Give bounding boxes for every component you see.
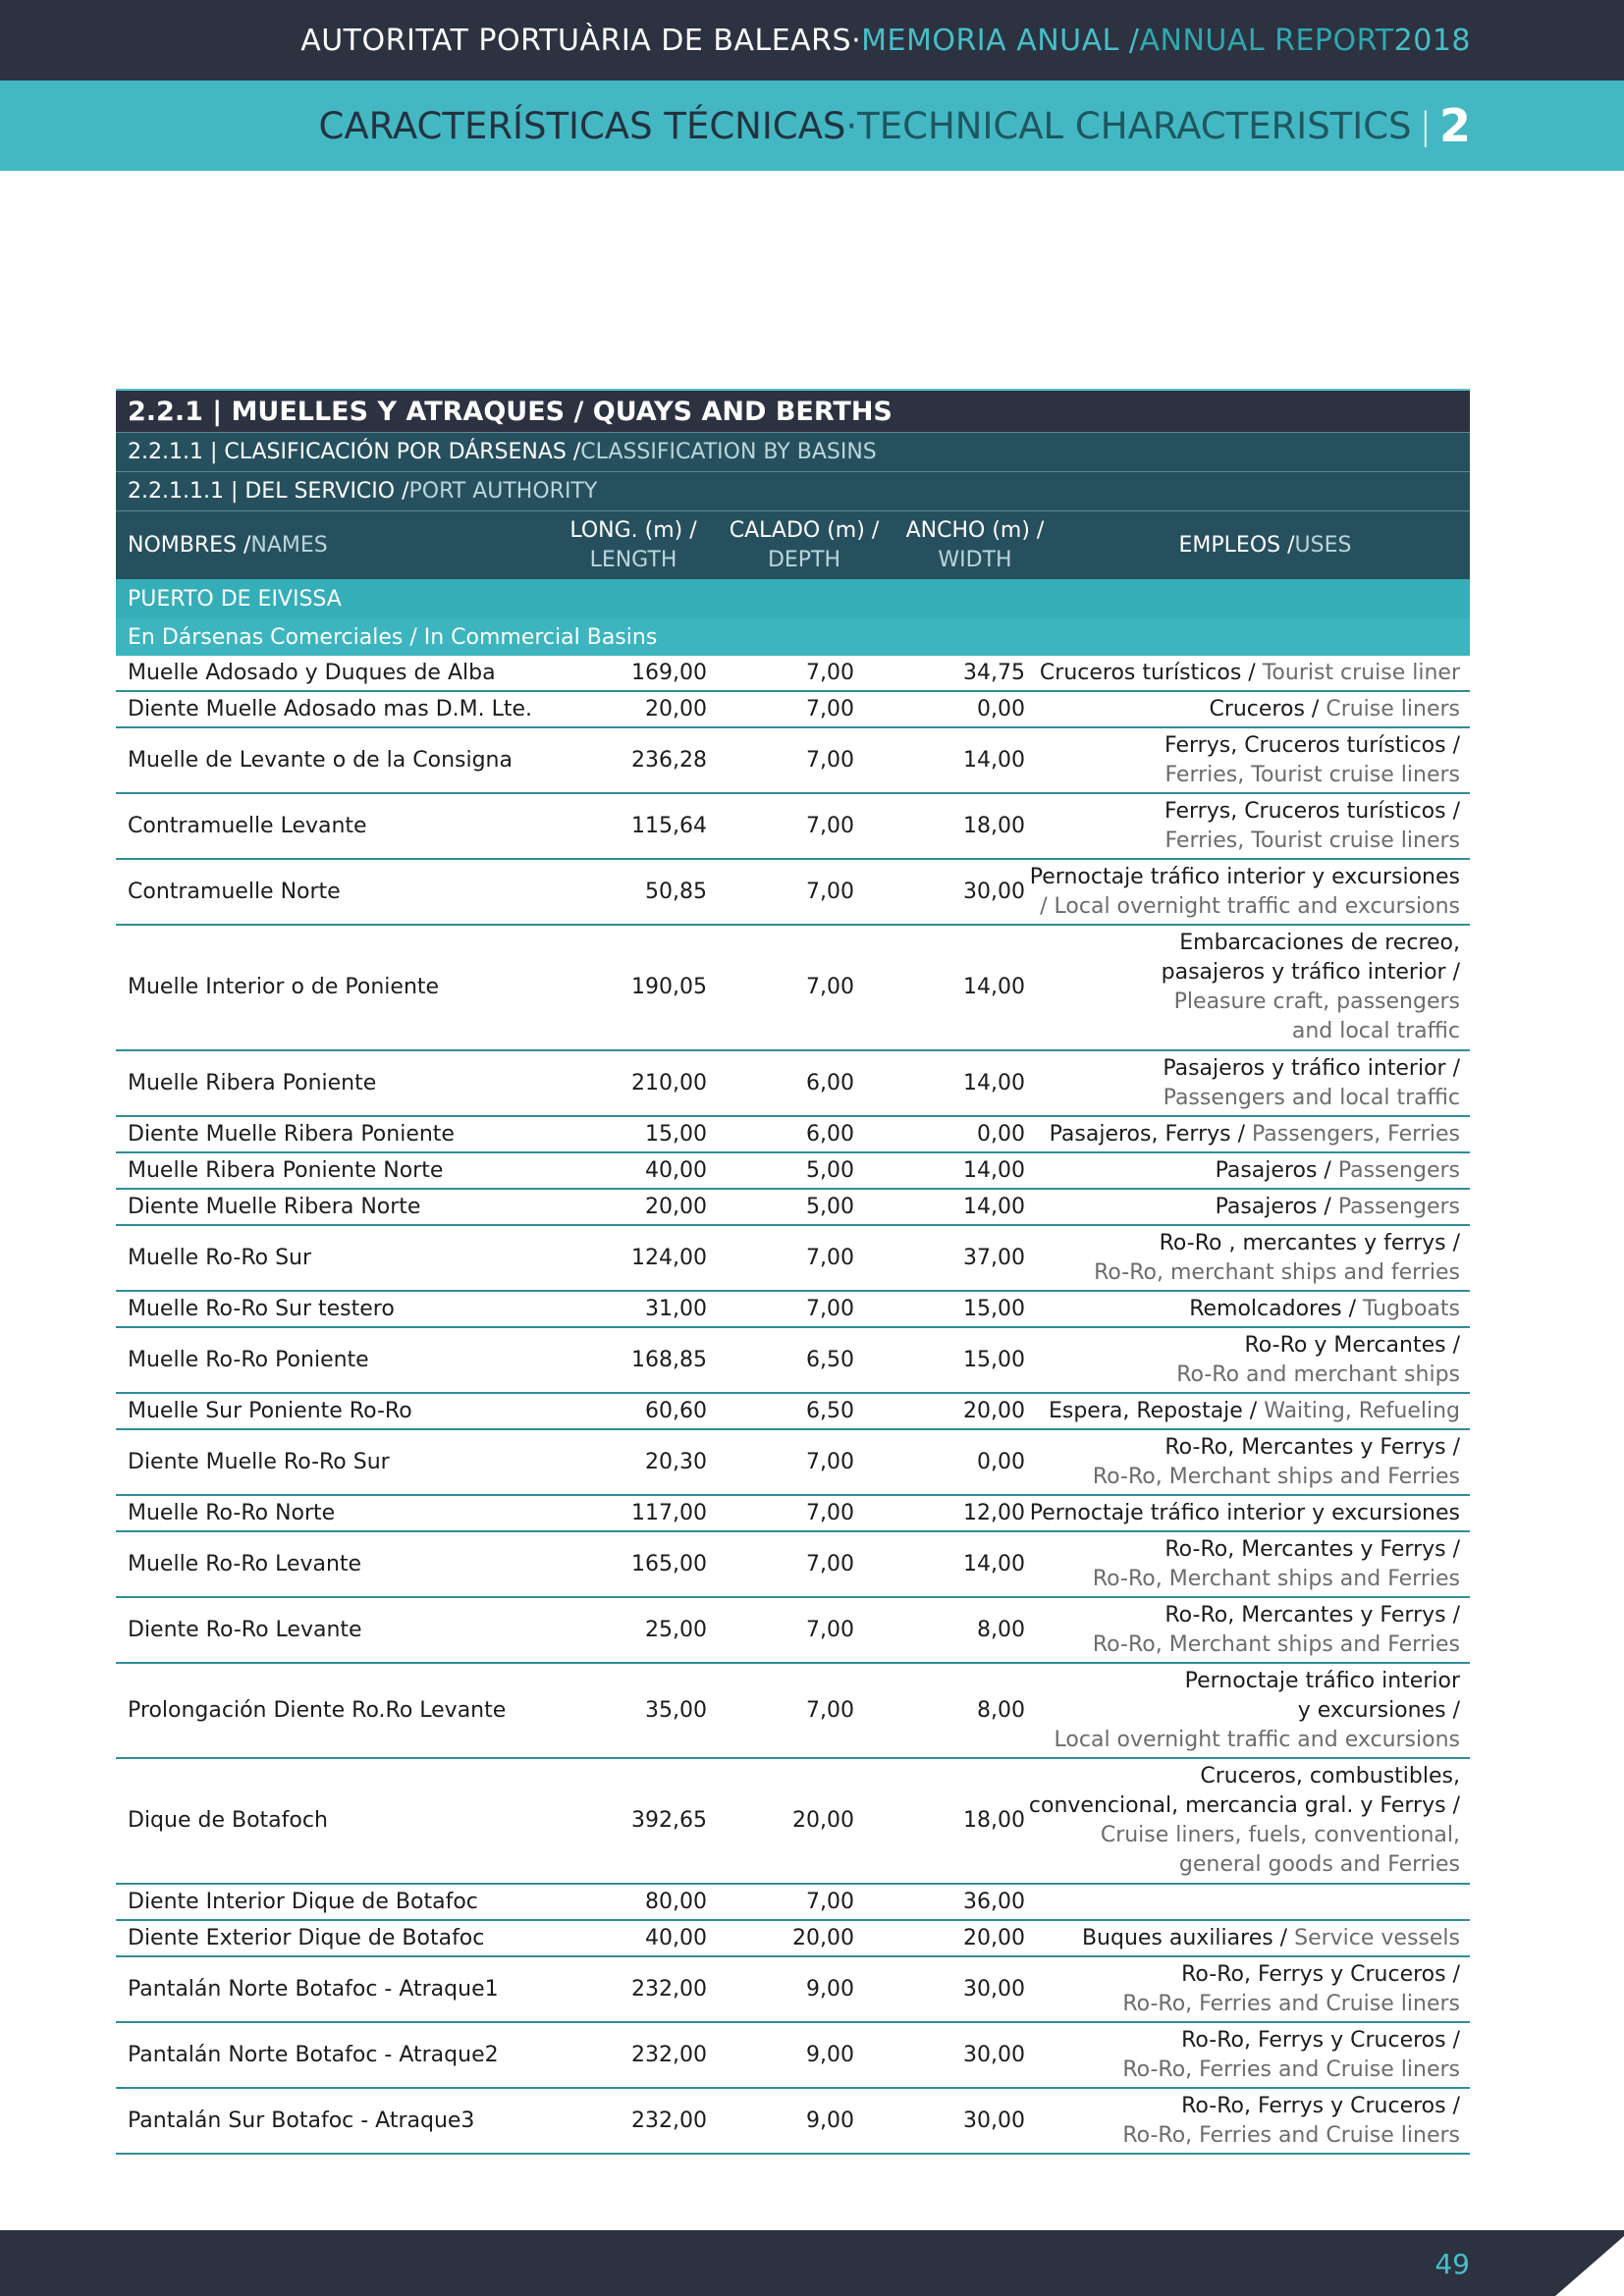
table-row — [116, 1885, 1470, 1921]
section-title-bar — [0, 80, 1624, 171]
table-row — [116, 794, 1470, 860]
table-row — [116, 1957, 1470, 2023]
quay-width: 20,00 — [963, 1398, 1025, 1423]
quay-length: 210,00 — [631, 1070, 707, 1095]
quay-length: 25,00 — [645, 1617, 707, 1642]
quay-uses — [1025, 1153, 1470, 1188]
col-uses-es: EMPLEOS / — [1178, 533, 1295, 558]
quay-depth: 7,00 — [806, 813, 854, 838]
uses-es: Ro-Ro, Ferrys y Cruceros / — [1181, 2027, 1460, 2053]
uses-en: Ro-Ro, Ferries and Cruise liners — [1122, 1991, 1460, 2016]
table-row — [116, 728, 1470, 794]
col-names-en: NAMES — [250, 533, 328, 558]
uses-en: / Local overnight traffic and excursions — [1040, 893, 1460, 919]
uses-en: Local overnight traffic and excursions — [1054, 1727, 1460, 1752]
quay-name: Muelle Interior o de Poniente — [128, 975, 440, 999]
port-group-header: PUERTO DE EIVISSA — [116, 579, 1470, 618]
uses-en: Passengers and local traffic — [1163, 1085, 1460, 1110]
uses-es: convencional, mercancia gral. y Ferrys / — [1028, 1793, 1460, 1818]
quay-uses — [1025, 1957, 1470, 2021]
section-pipe: | — [1419, 104, 1432, 147]
table-row — [116, 1664, 1470, 1759]
quay-length: 168,85 — [631, 1347, 707, 1372]
col-length-header — [548, 511, 719, 579]
uses-en: Ro-Ro, Ferries and Cruise liners — [1122, 2056, 1460, 2082]
quay-name: Muelle Ro-Ro Poniente — [128, 1347, 369, 1372]
quay-depth: 7,00 — [806, 660, 854, 685]
table-row — [116, 1921, 1470, 1957]
report-title-es: MEMORIA ANUAL / — [861, 23, 1140, 58]
quay-uses — [1025, 1226, 1470, 1290]
quay-depth: 6,00 — [806, 1070, 854, 1095]
col-width-es: ANCHO (m) / — [905, 517, 1045, 543]
quay-length: 20,30 — [645, 1449, 707, 1474]
col-width-en: WIDTH — [938, 547, 1012, 572]
quay-uses — [1025, 1051, 1470, 1115]
quay-length: 50,85 — [645, 879, 707, 904]
quay-width: 18,00 — [963, 1808, 1025, 1833]
quay-width: 14,00 — [963, 975, 1025, 999]
quay-name: Diente Muelle Ro-Ro Sur — [128, 1449, 390, 1474]
quay-name: Dique de Botafoch — [128, 1808, 328, 1833]
quay-name: Muelle Ribera Poniente — [128, 1070, 377, 1095]
uses-es: Ferrys, Cruceros turísticos / — [1164, 798, 1460, 824]
col-depth-header — [719, 511, 890, 579]
table-row — [116, 1153, 1470, 1190]
quay-depth: 7,00 — [806, 1449, 854, 1474]
uses-es: Pernoctaje tráfico interior y excursiones — [1029, 1500, 1460, 1525]
uses-en: general goods and Ferries — [1178, 1852, 1460, 1877]
quay-depth: 7,00 — [806, 1245, 854, 1270]
header-separator: · — [851, 23, 862, 58]
uses-en: Cruise liners — [1326, 696, 1460, 721]
quay-uses — [1025, 656, 1470, 690]
uses-es: Pernoctaje tráfico interior — [1184, 1668, 1460, 1693]
col-length-es: LONG. (m) / — [569, 517, 697, 543]
quay-depth: 7,00 — [806, 975, 854, 999]
uses-en: Pleasure craft, passengers — [1173, 989, 1460, 1014]
table-row — [116, 1328, 1470, 1394]
table-row — [116, 1430, 1470, 1496]
quay-depth: 7,00 — [806, 1617, 854, 1642]
quay-width: 37,00 — [963, 1245, 1025, 1270]
quay-length: 40,00 — [645, 1157, 707, 1183]
quay-uses — [1025, 1292, 1470, 1326]
uses-en: Tugboats — [1363, 1296, 1460, 1321]
quay-name: Diente Muelle Ribera Poniente — [128, 1121, 455, 1147]
table-subtitle-en: CLASSIFICATION BY BASINS — [580, 440, 877, 464]
section-separator: · — [845, 104, 858, 147]
uses-es: Pernoctaje tráfico interior y excursiones — [1029, 864, 1460, 889]
table-subtitle-es: 2.2.1.1 | CLASIFICACIÓN POR DÁRSENAS / — [128, 440, 581, 464]
quay-length: 124,00 — [631, 1245, 707, 1270]
table-row — [116, 1598, 1470, 1664]
quay-width: 12,00 — [963, 1500, 1025, 1525]
uses-es: Pasajeros y tráfico interior / — [1163, 1055, 1460, 1081]
quay-name: Muelle Adosado y Duques de Alba — [128, 660, 496, 685]
col-names-header — [116, 511, 548, 579]
quay-name: Pantalán Sur Botafoc - Atraque3 — [128, 2108, 475, 2133]
quay-uses — [1025, 1117, 1470, 1151]
table-title: 2.2.1 | MUELLES Y ATRAQUES / QUAYS AND BERTHS — [116, 389, 1470, 432]
quay-width: 0,00 — [977, 696, 1025, 721]
quay-length: 80,00 — [645, 1889, 707, 1914]
uses-es: Ro-Ro, Mercantes y Ferrys / — [1164, 1536, 1460, 1562]
quay-uses — [1025, 1759, 1470, 1883]
col-width-header — [890, 511, 1060, 579]
uses-en: Waiting, Refueling — [1264, 1398, 1460, 1423]
table-row — [116, 692, 1470, 728]
quay-length: 232,00 — [631, 1976, 707, 2002]
quay-name: Diente Muelle Adosado mas D.M. Lte. — [128, 696, 533, 721]
uses-es: Embarcaciones de recreo, — [1179, 931, 1460, 955]
quay-name: Pantalán Norte Botafoc - Atraque1 — [128, 1976, 499, 2002]
quay-name: Diente Ro-Ro Levante — [128, 1617, 362, 1642]
quay-depth: 20,00 — [792, 1925, 854, 1950]
uses-es: Ro-Ro y Mercantes / — [1244, 1332, 1460, 1358]
table-row — [116, 860, 1470, 926]
quay-name: Contramuelle Norte — [128, 879, 341, 904]
quay-name: Muelle Ro-Ro Levante — [128, 1551, 362, 1576]
quay-width: 20,00 — [963, 1925, 1025, 1950]
quay-name: Muelle Ro-Ro Sur testero — [128, 1296, 395, 1321]
section-number: 2 — [1438, 99, 1471, 152]
page-footer — [0, 2230, 1624, 2296]
uses-en: Ro-Ro and merchant ships — [1176, 1362, 1460, 1387]
quay-name: Muelle Ro-Ro Sur — [128, 1245, 312, 1270]
quay-width: 14,00 — [963, 1157, 1025, 1183]
quay-depth: 9,00 — [806, 2042, 854, 2067]
report-title-en: ANNUAL REPORT — [1139, 23, 1394, 58]
quay-uses — [1025, 1921, 1470, 1955]
quay-length: 232,00 — [631, 2108, 707, 2133]
uses-es: Ro-Ro , mercantes y ferrys / — [1159, 1230, 1460, 1255]
uses-en: Service vessels — [1294, 1925, 1460, 1950]
quay-uses — [1025, 1598, 1470, 1662]
uses-es: Ro-Ro, Mercantes y Ferrys / — [1164, 1602, 1460, 1628]
quay-uses — [1025, 860, 1470, 924]
uses-es: Buques auxiliares / — [1081, 1925, 1288, 1950]
quay-uses — [1025, 1430, 1470, 1494]
quay-name: Muelle Ribera Poniente Norte — [128, 1157, 444, 1183]
quay-width: 30,00 — [963, 2042, 1025, 2067]
column-header-row — [116, 510, 1470, 579]
quay-depth: 6,50 — [806, 1398, 854, 1423]
table-row — [116, 1532, 1470, 1598]
uses-en: Passengers — [1337, 1194, 1460, 1219]
table-row — [116, 1759, 1470, 1885]
quay-depth: 6,50 — [806, 1347, 854, 1372]
table-subtitle — [116, 432, 1470, 471]
table-row — [116, 1226, 1470, 1292]
uses-en: Ro-Ro, Merchant ships and Ferries — [1092, 1566, 1460, 1591]
col-uses-header — [1060, 511, 1470, 579]
uses-es: Cruceros turísticos / — [1039, 660, 1256, 685]
table-subsubtitle-es: 2.2.1.1.1 | DEL SERVICIO / — [128, 479, 409, 504]
quay-depth: 5,00 — [806, 1194, 854, 1219]
quay-width: 14,00 — [963, 1194, 1025, 1219]
quay-width: 14,00 — [963, 747, 1025, 773]
quay-depth: 7,00 — [806, 1500, 854, 1525]
quays-table — [116, 389, 1470, 2155]
uses-en: Ferries, Tourist cruise liners — [1164, 762, 1460, 787]
quay-length: 15,00 — [645, 1121, 707, 1147]
quay-name: Muelle Sur Poniente Ro-Ro — [128, 1398, 412, 1423]
page-number: 49 — [1435, 2248, 1470, 2280]
quay-depth: 7,00 — [806, 1697, 854, 1723]
quay-length: 117,00 — [631, 1500, 707, 1525]
quay-uses — [1025, 1394, 1470, 1428]
quay-depth: 7,00 — [806, 696, 854, 721]
quay-uses — [1025, 692, 1470, 726]
quay-width: 15,00 — [963, 1347, 1025, 1372]
quay-length: 169,00 — [631, 660, 707, 685]
report-header-bar — [0, 0, 1624, 80]
quay-uses — [1025, 1328, 1470, 1392]
quay-length: 20,00 — [645, 1194, 707, 1219]
col-names-es: NOMBRES / — [128, 533, 251, 558]
quay-depth: 6,00 — [806, 1121, 854, 1147]
section-title-es: CARACTERÍSTICAS TÉCNICAS — [318, 104, 846, 147]
uses-es: y excursiones / — [1297, 1697, 1460, 1723]
corner-slash-decoration — [1516, 2230, 1624, 2296]
quay-depth: 9,00 — [806, 2108, 854, 2133]
table-body — [116, 656, 1470, 2155]
table-subsubtitle — [116, 471, 1470, 510]
quay-width: 14,00 — [963, 1070, 1025, 1095]
uses-en: and local traffic — [1291, 1019, 1460, 1043]
quay-width: 30,00 — [963, 2108, 1025, 2133]
quay-depth: 20,00 — [792, 1808, 854, 1833]
org-name: AUTORITAT PORTUÀRIA DE BALEARS — [300, 23, 852, 58]
table-row — [116, 926, 1470, 1051]
quay-uses — [1025, 1664, 1470, 1757]
quay-depth: 7,00 — [806, 747, 854, 773]
quay-name: Diente Exterior Dique de Botafoc — [128, 1925, 485, 1950]
table-row — [116, 2023, 1470, 2089]
quay-depth: 9,00 — [806, 1976, 854, 2002]
section-title-en: TECHNICAL CHARACTERISTICS — [857, 104, 1412, 147]
quay-width: 30,00 — [963, 879, 1025, 904]
quay-uses — [1025, 1885, 1470, 1919]
col-length-en: LENGTH — [589, 547, 677, 572]
quay-width: 34,75 — [963, 660, 1025, 685]
uses-es: Pasajeros / — [1215, 1194, 1331, 1219]
uses-es: Cruceros / — [1209, 696, 1320, 721]
quay-uses — [1025, 1532, 1470, 1596]
col-depth-es: CALADO (m) / — [729, 517, 880, 543]
quay-depth: 7,00 — [806, 1889, 854, 1914]
basin-group-header: En Dársenas Comerciales / In Commercial Basins — [116, 618, 1470, 656]
quay-uses — [1025, 2089, 1470, 2153]
uses-es: Pasajeros / — [1215, 1157, 1331, 1183]
quay-length: 60,60 — [645, 1398, 707, 1423]
table-subsubtitle-en: PORT AUTHORITY — [408, 479, 598, 504]
table-row — [116, 1292, 1470, 1328]
col-uses-en: USES — [1294, 533, 1352, 558]
quay-length: 20,00 — [645, 696, 707, 721]
quay-length: 392,65 — [631, 1808, 707, 1833]
quay-width: 8,00 — [977, 1697, 1025, 1723]
table-row — [116, 1190, 1470, 1226]
quay-width: 14,00 — [963, 1551, 1025, 1576]
quay-depth: 7,00 — [806, 1551, 854, 1576]
uses-en: Passengers, Ferries — [1252, 1121, 1460, 1147]
quay-length: 190,05 — [631, 975, 707, 999]
quay-width: 0,00 — [977, 1121, 1025, 1147]
quay-width: 36,00 — [963, 1889, 1025, 1914]
table-row — [116, 656, 1470, 692]
uses-es: Pasajeros, Ferrys / — [1049, 1121, 1246, 1147]
table-row — [116, 1394, 1470, 1430]
quay-width: 0,00 — [977, 1449, 1025, 1474]
quay-name: Diente Muelle Ribera Norte — [128, 1194, 421, 1219]
quay-depth: 5,00 — [806, 1157, 854, 1183]
uses-en: Cruise liners, fuels, conventional, — [1100, 1823, 1460, 1847]
quay-name: Pantalán Norte Botafoc - Atraque2 — [128, 2042, 499, 2067]
quay-uses — [1025, 728, 1470, 792]
quay-length: 35,00 — [645, 1697, 707, 1723]
quay-uses — [1025, 2023, 1470, 2087]
quay-length: 236,28 — [631, 747, 707, 773]
uses-en: Tourist cruise liner — [1262, 660, 1460, 685]
uses-en: Passengers — [1337, 1157, 1460, 1183]
uses-en: Ro-Ro, Ferries and Cruise liners — [1122, 2122, 1460, 2148]
quay-length: 31,00 — [645, 1296, 707, 1321]
quay-depth: 7,00 — [806, 879, 854, 904]
uses-en: Ferries, Tourist cruise liners — [1164, 828, 1460, 853]
uses-es: Espera, Repostaje / — [1048, 1398, 1258, 1423]
uses-es: Ferrys, Cruceros turísticos / — [1164, 732, 1460, 758]
quay-name: Diente Interior Dique de Botafoc — [128, 1889, 478, 1914]
uses-en: Ro-Ro, Merchant ships and Ferries — [1092, 1631, 1460, 1657]
quay-length: 115,64 — [631, 813, 707, 838]
quay-name: Muelle Ro-Ro Norte — [128, 1500, 336, 1525]
quay-uses — [1025, 926, 1470, 1049]
uses-en: Ro-Ro, merchant ships and ferries — [1094, 1259, 1460, 1285]
col-depth-en: DEPTH — [767, 547, 841, 572]
uses-es: Ro-Ro, Mercantes y Ferrys / — [1164, 1434, 1460, 1460]
quay-uses — [1025, 1190, 1470, 1224]
quay-name: Contramuelle Levante — [128, 813, 367, 838]
quay-name: Muelle de Levante o de la Consigna — [128, 747, 513, 773]
quay-uses — [1025, 1496, 1470, 1530]
quay-depth: 7,00 — [806, 1296, 854, 1321]
quay-width: 18,00 — [963, 813, 1025, 838]
table-row — [116, 1051, 1470, 1117]
uses-es: pasajeros y tráfico interior / — [1161, 960, 1460, 985]
table-row — [116, 1496, 1470, 1532]
uses-es: Remolcadores / — [1189, 1296, 1356, 1321]
uses-en: Ro-Ro, Merchant ships and Ferries — [1092, 1464, 1460, 1489]
table-row — [116, 1117, 1470, 1153]
report-year: 2018 — [1393, 23, 1471, 58]
quay-length: 40,00 — [645, 1925, 707, 1950]
quay-name: Prolongación Diente Ro.Ro Levante — [128, 1697, 507, 1723]
quay-uses — [1025, 794, 1470, 858]
uses-es: Ro-Ro, Ferrys y Cruceros / — [1181, 2093, 1460, 2118]
uses-es: Ro-Ro, Ferrys y Cruceros / — [1181, 1961, 1460, 1987]
quay-width: 15,00 — [963, 1296, 1025, 1321]
quay-length: 165,00 — [631, 1551, 707, 1576]
quay-length: 232,00 — [631, 2042, 707, 2067]
quay-width: 30,00 — [963, 1976, 1025, 2002]
uses-es: Cruceros, combustibles, — [1200, 1764, 1460, 1789]
quay-width: 8,00 — [977, 1617, 1025, 1642]
table-row — [116, 2089, 1470, 2155]
